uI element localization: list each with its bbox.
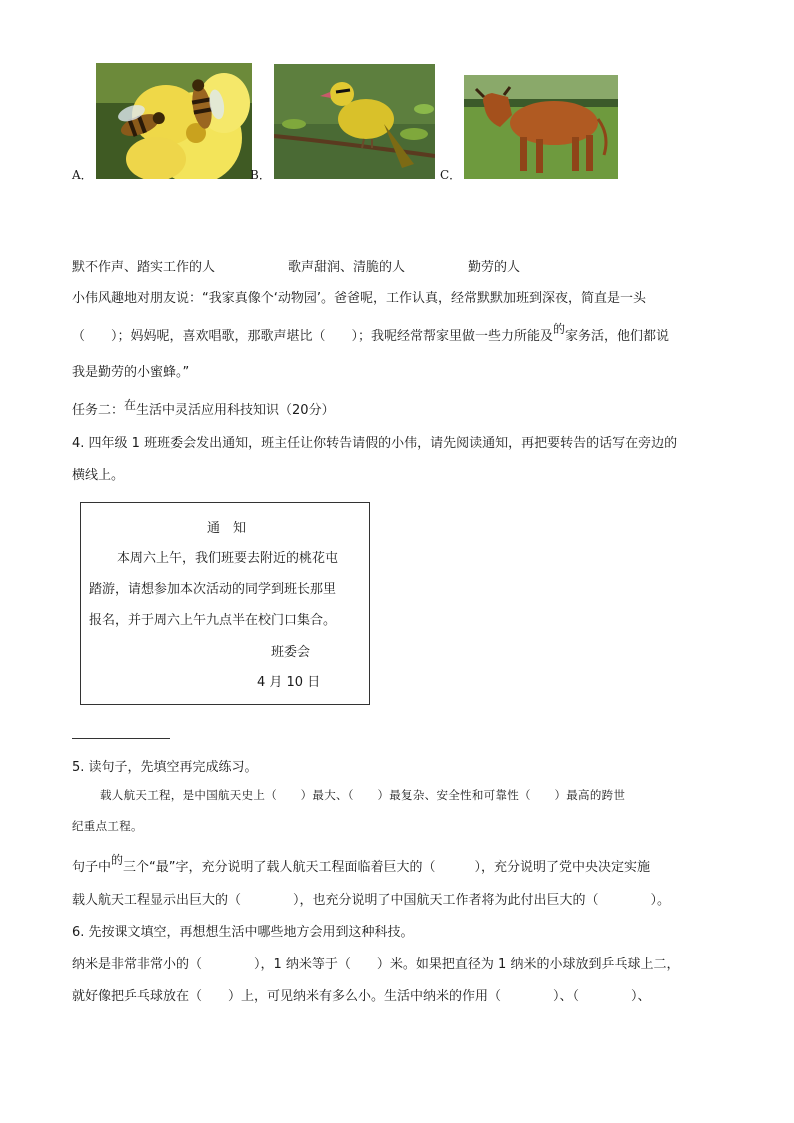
notice-body-3: 报名，并于周六上午九点半在校门口集合。 bbox=[89, 613, 337, 628]
passage-line-2-b: 家务活，他们都说 bbox=[565, 329, 670, 344]
q5-superscript-de: 的 bbox=[111, 853, 124, 867]
notice-signer: 班委会 bbox=[271, 645, 311, 660]
q5-quote-line-2: 纪重点工程。 bbox=[72, 819, 143, 833]
q5-line-1-a: 句子中 bbox=[72, 860, 112, 875]
q5-quote-line-1: 载人航天工程，是中国航天史上（ ）最大、（ ）最复杂、安全性和可靠性（ ）最高的跨世 bbox=[100, 788, 626, 802]
q6-title: 6. 先按课文填空，再想想生活中哪些地方会用到这种科技。 bbox=[72, 925, 414, 940]
passage-superscript-de: 的 bbox=[553, 322, 566, 336]
q5-title: 5. 读句子，先填空再完成练习。 bbox=[72, 760, 258, 775]
task2-superscript-zai: 在 bbox=[124, 398, 137, 412]
yellow-bird-image bbox=[274, 64, 435, 179]
q6-line-2: 就好像把乒乓球放在（ ）上，可见纳米有多么小。生活中纳米的作用（ ）、（ ）、 bbox=[72, 989, 651, 1004]
q5-line-1 bbox=[72, 853, 651, 875]
notice-date: 4 月 10 日 bbox=[257, 675, 321, 690]
notice-box bbox=[80, 502, 370, 705]
passage-line-2-a: （ ）；妈妈呢，喜欢唱歌，那歌声堪比（ ）；我呢经常帮家里做一些力所能及 bbox=[72, 329, 554, 344]
option-b-label: B． bbox=[250, 168, 271, 182]
notice-body-2: 踏游，请想参加本次活动的同学到班长那里 bbox=[89, 582, 337, 597]
caption-a: 默不作声、踏实工作的人 bbox=[72, 260, 216, 275]
task2-rest: 生活中灵活应用科技知识（20分） bbox=[136, 403, 335, 418]
answer-line[interactable] bbox=[72, 738, 170, 739]
option-a-label: A． bbox=[72, 168, 93, 182]
brown-cow-image bbox=[464, 75, 618, 179]
passage-line-2 bbox=[72, 322, 670, 344]
passage-line-3: 我是勤劳的小蜜蜂。” bbox=[72, 365, 190, 380]
bees-on-flower-image bbox=[96, 63, 252, 179]
task2-heading bbox=[72, 399, 335, 418]
task2-prefix: 任务二： bbox=[72, 403, 125, 418]
option-c-label: C． bbox=[440, 168, 462, 182]
q5-line-2: 载人航天工程显示出巨大的（ ），也充分说明了中国航天工作者将为此付出巨大的（ ）。 bbox=[72, 893, 671, 908]
passage-line-1: 小伟风趣地对朋友说：“我家真像个‘动物园’。爸爸呢，工作认真，经常默默加班到深夜，简直是一头 bbox=[72, 291, 647, 306]
q4-line-2: 横线上。 bbox=[72, 468, 125, 483]
notice-title: 通 知 bbox=[207, 521, 247, 536]
q5-line-1-b: 三个“最”字，充分说明了载人航天工程面临着巨大的（ ），充分说明了党中央决定实施 bbox=[123, 860, 651, 875]
q4-line-1: 4. 四年级 1 班班委会发出通知，班主任让你转告请假的小伟，请先阅读通知，再把要转告的话写在旁边的 bbox=[72, 436, 678, 451]
q6-line-1: 纳米是非常非常小的（ ），1 纳米等于（ ）米。如果把直径为 1 纳米的小球放到乒乓球上二， bbox=[72, 957, 680, 972]
notice-body-1: 本周六上午，我们班要去附近的桃花屯 bbox=[117, 551, 339, 566]
caption-b: 歌声甜润、清脆的人 bbox=[288, 260, 406, 275]
caption-c: 勤劳的人 bbox=[468, 260, 521, 275]
